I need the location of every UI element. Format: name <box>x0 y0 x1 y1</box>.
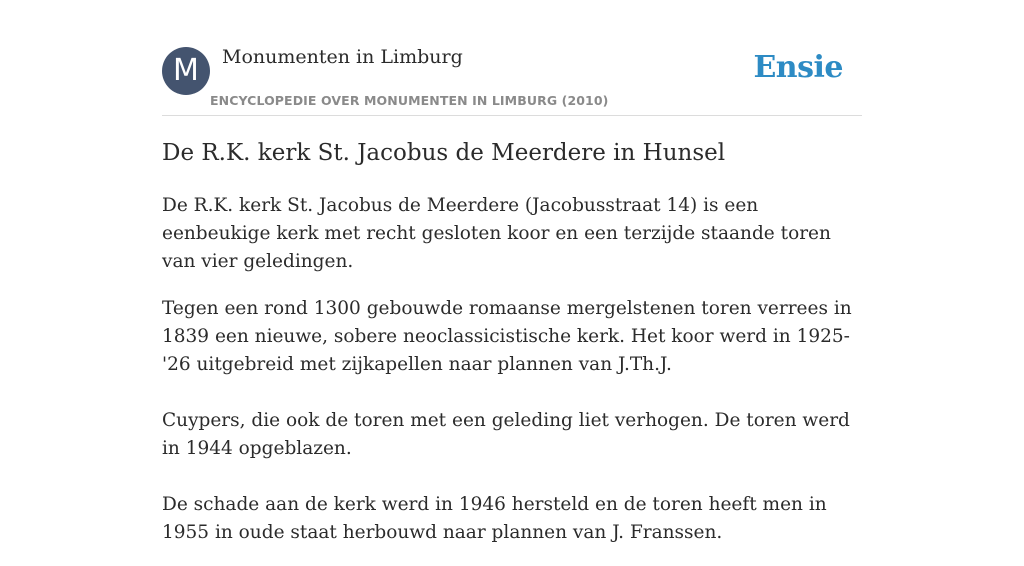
paragraph-3: Cuypers, die ook de toren met een geleding liet verhogen. De toren werd in 1944 opgeblazen. <box>162 410 850 459</box>
paragraph-4: De schade aan de kerk werd in 1946 hersteld en de toren heeft men in 1955 in oude staat herbouwd naar plannen van J. Franssen. <box>162 494 827 543</box>
article-body <box>162 192 862 566</box>
ensie-logo[interactable]: Ensie <box>753 50 843 85</box>
page-container <box>162 0 862 543</box>
header <box>162 0 862 116</box>
article-title: De R.K. kerk St. Jacobus de Meerdere in Hunsel <box>162 140 726 166</box>
encyclopedia-subtitle: ENCYCLOPEDIE OVER MONUMENTEN IN LIMBURG (2010) <box>210 93 609 108</box>
avatar[interactable]: M <box>162 47 210 95</box>
paragraph-1: De R.K. kerk St. Jacobus de Meerdere (Jacobusstraat 14) is een eenbeukige kerk met recht gesloten koor en een terzijde staande toren van vier geledingen. <box>162 195 831 272</box>
paragraph-2: Tegen een rond 1300 gebouwde romaanse mergelstenen toren verrees in 1839 een nieuwe, sobere neoclassicistische kerk. Het koor werd in 1925-'26 uitgebreid met zijkapellen naar plannen van J.Th.J. <box>162 298 852 375</box>
site-title-link[interactable]: Monumenten in Limburg <box>222 46 463 68</box>
